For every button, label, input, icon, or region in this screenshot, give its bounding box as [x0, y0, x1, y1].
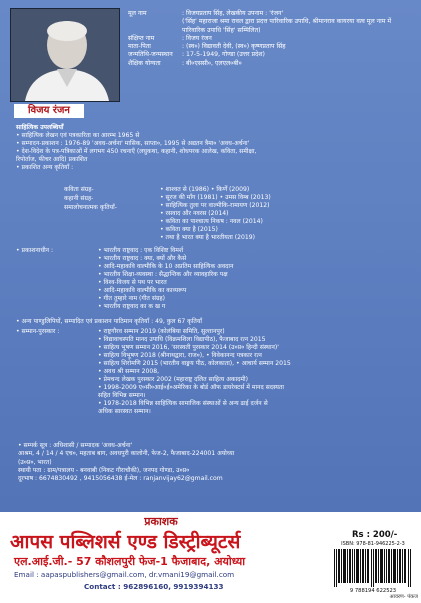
bio-value: : विजयप्रताप सिंह, लेखकीय उपनाम : 'रंजन' [182, 10, 284, 17]
literary-heading: साहित्यिक उपलब्धियाँ [16, 124, 64, 131]
bio-row [128, 35, 416, 43]
award-item: सहित विभिन्न सम्मान। [98, 392, 146, 400]
bio-key: मूल नाम [128, 10, 147, 17]
author-name-box: विजय रंजन [14, 104, 84, 118]
awards-label: • सम्मान-पुरस्कार : [16, 328, 60, 335]
contact-line: • सम्पर्क सूत्र : अधिशासी / सम्पादक 'अवध-अर्चना' [18, 442, 133, 449]
award-item: • प्रेमचन्द लेखक पुरस्कार 2002 (महाराष्ट्र दलित साहित्य अकादमी) [98, 376, 249, 384]
author-bio [128, 10, 416, 68]
publisher-name: आपस पब्लिशर्स एण्ड डिस्ट्रीब्यूटर्स [10, 531, 241, 553]
upcoming-label: • प्रकाशनाधीन : [16, 247, 54, 254]
works-label: कहानी संग्रह- [64, 195, 94, 202]
literary-line: • साहित्यिक लेखन एवं पत्रकारिता का आरम्भ 1965 से [16, 132, 140, 140]
bio-key: माता-पिता [128, 43, 151, 51]
upcoming-item: • भारतीय राष्ट्रवाद का क ख ग [98, 303, 166, 311]
awards-list [98, 328, 291, 417]
contact-section [18, 442, 414, 483]
award-item: • साहित्य भूषण सम्मान 2016, 'सरस्वती पुरस्कार 2014 (उ०प्र० हिन्दी संस्थान)' [98, 344, 279, 352]
bio-row [128, 18, 416, 35]
other-works-line: • अन्य पाण्डुलिपियों, सम्पादित एवं प्रकाशन पाठिमान कृतियाँ : 49, कुल 67 कृतियाँ [16, 318, 202, 325]
literary-line: • सम्पादन-प्रकाशन : 1976-89 'अवध-अर्चना' मासिक, साप्ता०, 1995 से अद्यतन त्रैमा० 'अवध-अर्चना' [16, 140, 250, 148]
works-item: • शाश्वत से (1986) • किर्णें (2009) [160, 186, 250, 193]
award-item: अधिक सारस्वत सम्मान। [98, 408, 151, 416]
bio-row [128, 60, 416, 68]
upcoming-item: • विश्व-विजय से पथ पर भारत [98, 279, 167, 287]
award-item: • साहित्य शिरोमणि 2015 (भारतीय वाङ्मय पीठ, कोलकाता), • आचार्य सम्मान 2015 [98, 360, 291, 368]
works-item: • रसवाद और नवरस (2014) [160, 210, 229, 218]
cover-credit: आवरण- पंकज [389, 594, 418, 600]
literary-line: रिपोर्ताज, फीचर आदि) प्रकाशित [16, 156, 88, 164]
isbn-text: ISBN: 978-81-946225-2-3 [341, 541, 405, 547]
upcoming-item: • भारतीय राष्ट्रवाद : क्या, क्यों और कैसे [98, 255, 187, 263]
award-item: • 1998-2009 ए०सी०आई०ई०अमेरिका के बोर्ड ऑफ डायरेक्टर्स में मानद सदस्यता [98, 384, 284, 392]
upcoming-item: • भारतीय शिक्षा-व्यवस्था : सैद्धान्तिक और व्यावहारिक पक्ष [98, 271, 228, 279]
works-label: कविता संग्रह- [64, 186, 94, 193]
publisher-contact: Contact : 962896160, 9919394133 [84, 582, 224, 591]
award-item: • 1978-2018 विभिन्न साहित्यिक सामाजिक संस्थाओं से अन्य ढाई दर्जन से [98, 400, 268, 408]
bio-key: जन्मतिथि-जन्मस्थान [128, 51, 173, 59]
barcode-bars-icon [334, 549, 412, 587]
award-item: • विद्यावाचस्पति मानद उपाधि (विक्रमशिला विद्यापीठ), फैजाबाद रत्न 2015 [98, 336, 266, 344]
literary-line: • प्रकाशित अन्य कृतियाँ : [16, 164, 74, 172]
bio-key: शैक्षिक योग्यता [128, 59, 161, 67]
works-item: • कविता क्या है (2015) [160, 226, 218, 234]
author-photo [10, 8, 120, 102]
bio-key [128, 18, 182, 35]
bio-value: : 17-5-1949, गोण्डा (उत्तर प्रदेश) [182, 51, 265, 59]
upcoming-item: • आदि-महाकवि वाल्मीकि के 10 अप्रतिम साहित्यिक अवदान [98, 263, 234, 271]
works-list [160, 186, 271, 242]
barcode [330, 541, 416, 599]
bio-value: : बी०एससी०, एलएल०बी० [182, 59, 242, 67]
award-item: • साहित्य विभूषण 2018 (श्रीनाथद्वारा, राज०), • विवेकानन्द पत्रकार रत्न [98, 352, 262, 360]
contact-line: स्थायी पता : ग्राम/पत्रालय - बनवाबी (निकट गौराचौकी), जनपद गोण्डा, उ०प्र० [18, 466, 190, 474]
price-label: Rs : 200/- [352, 530, 398, 540]
works-label: समालोचनात्मक कृतियाँ- [64, 204, 117, 211]
literary-line: • देश-विदेश के पत्र-पत्रिकाओं में लगभग 450 रचनाएँ (लघुकथा, कहानी, शोधपरक आलेख, कविता, समीक्षा, [16, 148, 257, 156]
upcoming-item: • आदि-महाकवि वाल्मीकि का काव्यरूप [98, 287, 187, 295]
works-item: • सूरज की माँग (1981) • उमस विम्ब (2013) [160, 194, 271, 202]
bio-value: : विजय रंजन [182, 34, 212, 42]
publisher-tag: प्रकाशक [144, 515, 178, 528]
contact-line: आश्रम, 4 / 14 / 4 एच०, महताब बाग, अवधपुरी कालोनी, फेज-2, फैजाबाद-224001 अयोध्या [18, 450, 235, 458]
contact-line: दूरभाष : 6674830492 , 9415056438 ई-मेल : ranjanvijay62@gmail.com [18, 475, 223, 483]
barcode-digits: 9 788194 622523 [349, 588, 397, 594]
works-item: • साहित्यिक तुला पर वाल्मीकि-रामायण (2012) [160, 202, 270, 210]
literary-section [16, 124, 256, 173]
upcoming-item: • गीत तुम्हारे नाम (गीत संग्रह) [98, 295, 166, 303]
award-item: • अवध श्री सम्मान 2008, [98, 368, 160, 376]
bio-value: ('सिंह' महाराजा श्रमा रावल द्वारा प्रदत्त पारिवारिक उपाधि, श्रीमानराव कायरया वत्व मूल नाम में पारिवारिक उपाधि 'सिंह' सम्मिलित) [182, 18, 392, 34]
bio-key: संक्षिप्त नाम [128, 34, 155, 42]
bio-row [128, 51, 416, 59]
publisher-address: एल.आई.जी.- 57 कौशलपुरी फेज-1 फैजाबाद, अयोध्या [14, 555, 246, 568]
contact-line: (उ०प्र०, भारत) [18, 458, 52, 466]
bio-value: : (स्व०) विद्यावती देवी, (स्व०) कृष्णप्रताप सिंह [182, 43, 286, 51]
upcoming-list [98, 247, 233, 311]
publisher-email: Email : aapaspublishers@gmail.com, dr.vmani19@gmail.com [14, 570, 235, 579]
upcoming-item: • भारतीय राष्ट्रवाद : एक विशिष्ट विमर्श [98, 247, 184, 254]
award-item: • राष्ट्रगौरव सम्मान 2019 (कोलंबिया समिति, सुल्तानपुर) [98, 328, 225, 335]
works-item: • तथा है भारत क्या है भारतीयता (2019) [160, 234, 256, 242]
works-item: • कविता का पाश्चात्य निकष : नवल (2014) [160, 218, 263, 226]
